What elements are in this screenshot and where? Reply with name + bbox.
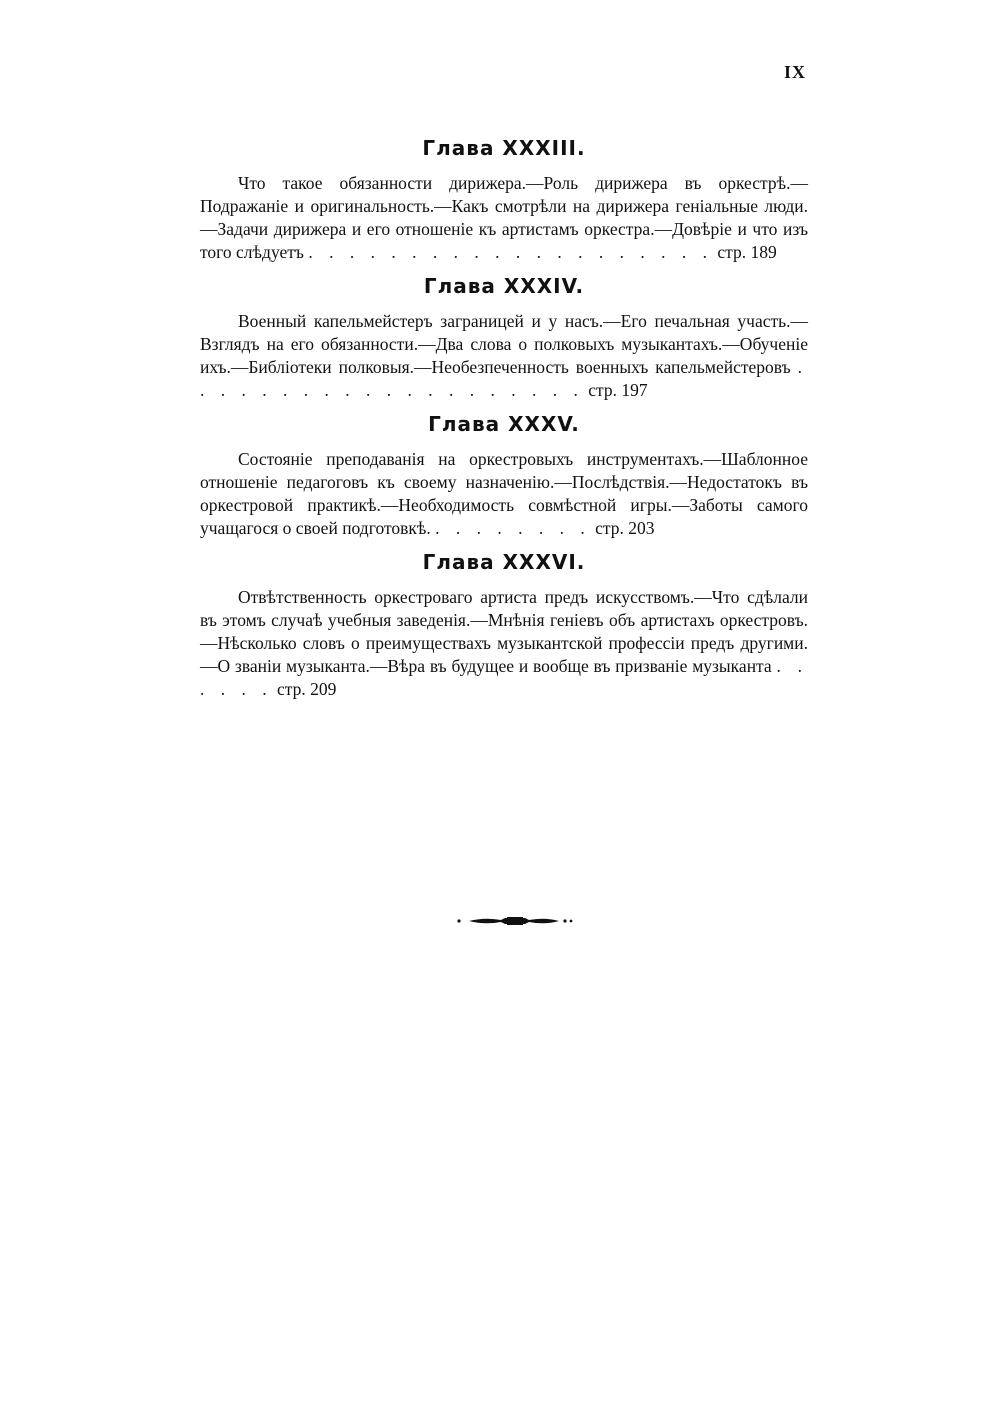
chapter-title: Глава XXXIII. <box>422 136 586 160</box>
dot-leader: . . . . . . . . . . . . . . . . . . . . <box>308 242 713 262</box>
chapter-entry-34 <box>200 274 808 402</box>
chapter-summary-text: Военный капельмейстеръ заграницей и у насъ.—Его печальная участь.—Взглядъ на его обязанности.—Два слова о полковыхъ музыкантахъ.—Обученіе ихъ.—Библіотеки полковыя.—Необезпеченность военныхъ капельмейстеровъ <box>200 311 808 377</box>
chapter-title: Глава XXXIV. <box>423 274 585 298</box>
decorative-divider-ornament <box>455 914 575 928</box>
chapter-title: Глава XXXVI. <box>422 550 586 574</box>
dot-leader: . . . . . . . . . . . . . . . . . . . . <box>200 357 808 400</box>
dot-leader: . . . . . . <box>200 656 809 699</box>
chapter-page-ref: стр. 189 <box>717 242 777 262</box>
chapter-entry-33 <box>200 136 808 264</box>
page-number: IX <box>783 62 806 82</box>
chapter-summary <box>200 586 808 701</box>
chapter-entry-35 <box>200 412 808 540</box>
table-of-contents <box>200 136 808 711</box>
chapter-summary-text: Что такое обязанности дирижера.—Роль дирижера въ оркестрѣ.—Подражаніе и оригинальность.—Какъ смотрѣли на дирижера геніальные люди.—Задачи дирижера и его отношеніе къ артистамъ оркестра.—Довѣріе и что изъ того слѣдуетъ <box>200 173 808 262</box>
chapter-entry-36 <box>200 550 808 701</box>
chapter-title: Глава XXXV. <box>428 412 580 436</box>
chapter-page-ref: стр. 203 <box>595 518 655 538</box>
chapter-summary <box>200 448 808 540</box>
chapter-summary-text: Отвѣтственность оркестроваго артиста предъ искусствомъ.—Что сдѣлали въ этомъ случаѣ учебныя заведенія.—Мнѣнія геніевъ объ артистахъ оркестровъ.—Нѣсколько словъ о преимуществахъ музыкантской профессіи предъ другими.—О званіи музыканта.—Вѣра въ будущее и вообще въ призваніе музыканта <box>200 587 808 676</box>
chapter-page-ref: стр. 209 <box>277 679 337 699</box>
chapter-summary <box>200 310 808 402</box>
chapter-summary-text: Состояніе преподаванія на оркестровыхъ инструментахъ.—Шаблонное отношеніе педагоговъ къ своему назначенію.—Послѣдствія.—Недостатокъ въ оркестровой практикѣ.—Необходимость совмѣстной игры.—Заботы самого учащагося о своей подготовкѣ. <box>200 449 808 538</box>
chapter-page-ref: стр. 197 <box>588 380 648 400</box>
dot-leader: . . . . . . . . <box>435 518 591 538</box>
chapter-summary <box>200 172 808 264</box>
